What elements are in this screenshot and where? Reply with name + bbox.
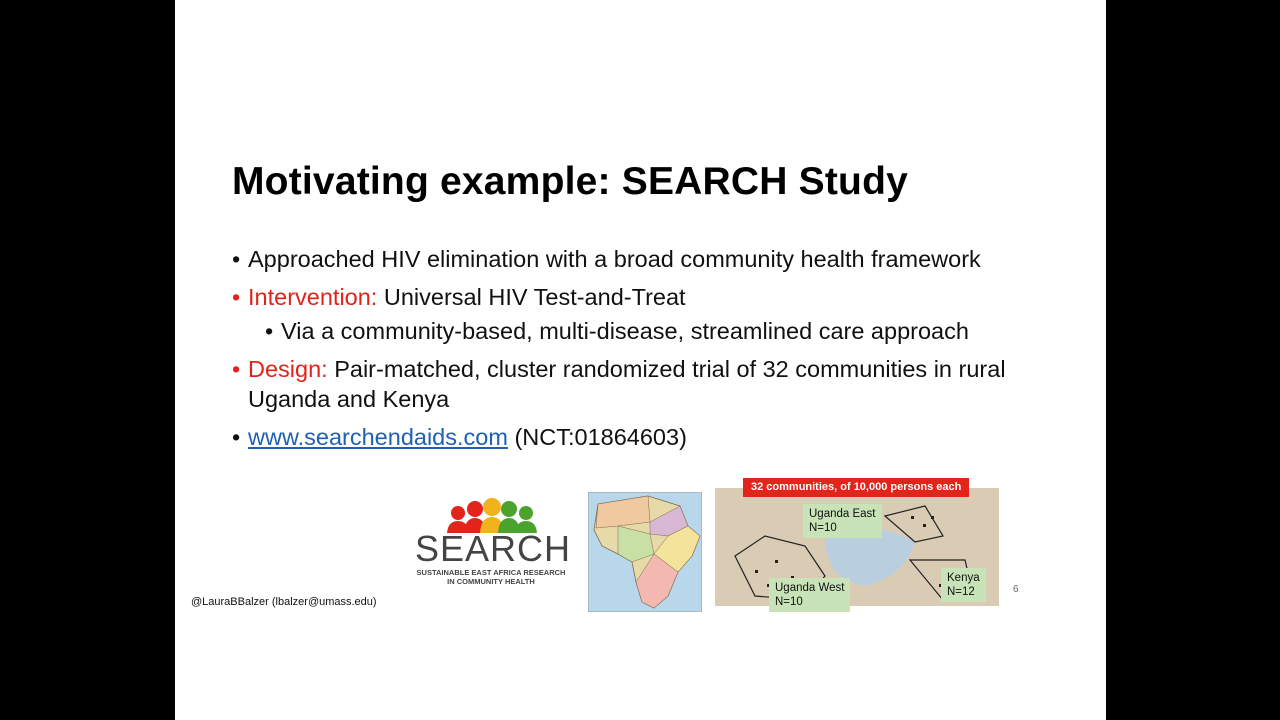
design-label: Design: (248, 356, 328, 382)
slide (175, 0, 1106, 720)
bullet-text: Approached HIV elimination with a broad community health framework (248, 246, 981, 272)
logo-wordmark: SEARCH (415, 528, 572, 569)
africa-map-image (588, 492, 702, 612)
bullet-list (232, 244, 1092, 460)
search-logo (415, 497, 572, 589)
map-banner: 32 communities, of 10,000 persons each (743, 478, 969, 497)
kenya-name: Kenya (947, 572, 980, 584)
intervention-text: Universal HIV Test-and-Treat (377, 284, 686, 310)
bullet-dot: • (232, 356, 241, 382)
bullet-dot: • (232, 284, 241, 310)
bullet-approach (232, 244, 1092, 274)
logo-tagline-line1: SUSTAINABLE EAST AFRICA RESEARCH (416, 568, 566, 577)
uganda-east-name: Uganda East (809, 508, 876, 520)
intervention-label: Intervention: (248, 284, 378, 310)
bullet-sub-approach (265, 316, 1092, 346)
uganda-east-label (803, 504, 882, 538)
bullet-text: Via a community-based, multi-disease, streamlined care approach (281, 318, 969, 344)
bullet-dot: • (232, 246, 241, 272)
logo-tagline (415, 568, 567, 586)
bullet-design (232, 354, 1048, 414)
logo-tagline-line2: IN COMMUNITY HEALTH (447, 577, 535, 586)
author-footer: @LauraBBalzer (lbalzer@umass.edu) (191, 596, 377, 608)
website-link[interactable]: www.searchendaids.com (248, 424, 508, 450)
bullet-intervention (232, 282, 1092, 312)
bullet-website (232, 422, 1092, 452)
slide-title: Motivating example: SEARCH Study (232, 160, 908, 203)
uganda-west-label (769, 578, 850, 612)
uganda-kenya-map (715, 476, 999, 606)
bullet-dot: • (232, 424, 241, 450)
uganda-west-count: N=10 (775, 596, 803, 608)
kenya-label (941, 568, 986, 602)
kenya-count: N=12 (947, 586, 975, 598)
uganda-west-name: Uganda West (775, 582, 845, 594)
design-text: Pair-matched, cluster randomized trial of 32 communities in rural Uganda and Kenya (248, 356, 1006, 412)
nct-text: (NCT:01864603) (507, 424, 687, 450)
bullet-dot: • (265, 318, 274, 344)
page-number: 6 (1013, 584, 1019, 595)
uganda-east-count: N=10 (809, 522, 837, 534)
